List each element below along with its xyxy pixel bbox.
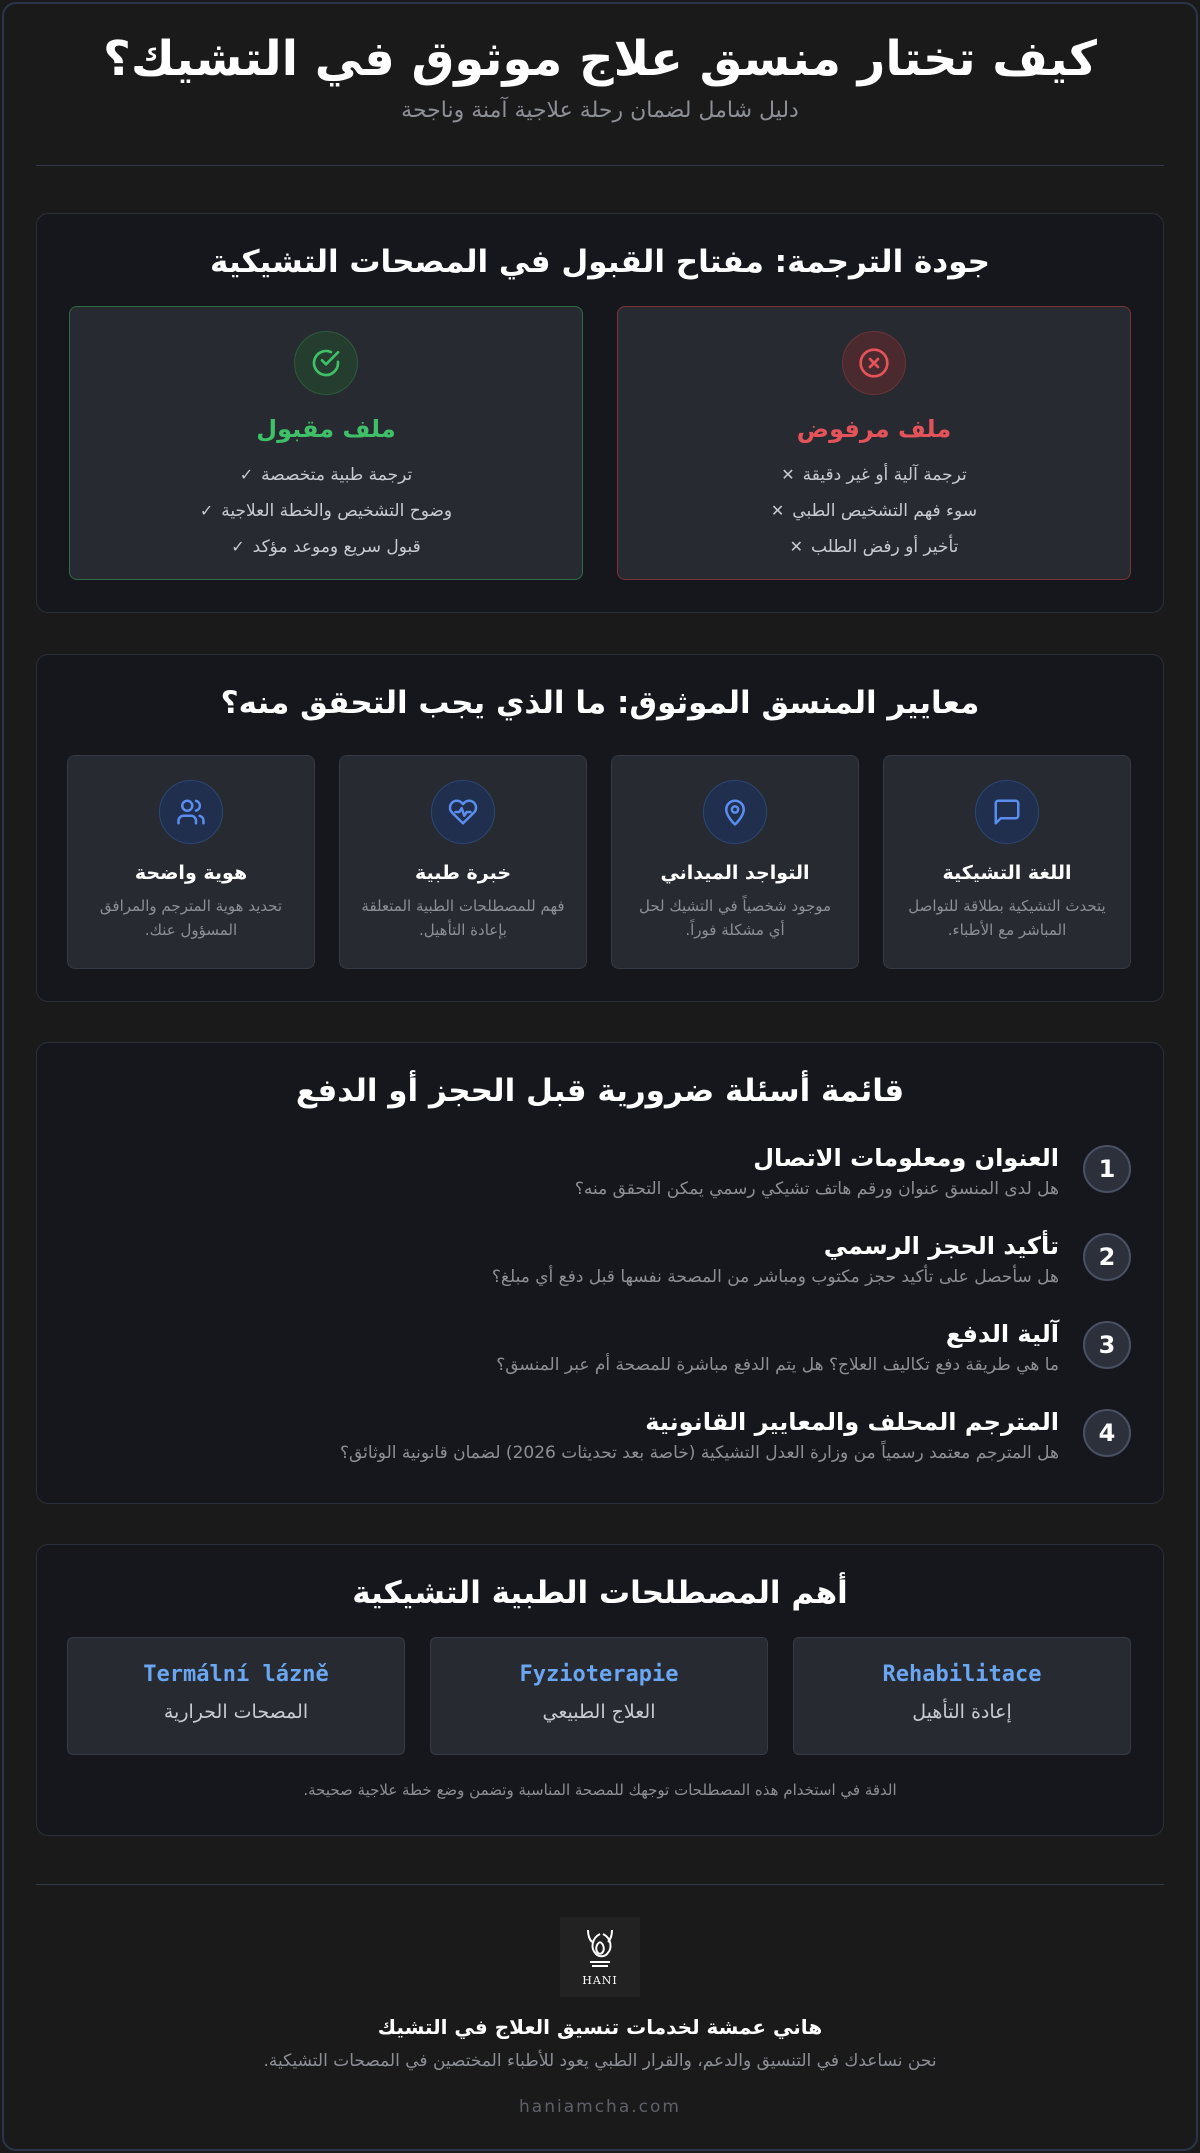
question-title: المترجم المحلف والمعايير القانونية bbox=[645, 1408, 1059, 1436]
x-mark-icon: ✕ bbox=[781, 465, 795, 484]
criteria-title: اللغة التشيكية bbox=[942, 862, 1072, 884]
questions-section bbox=[36, 1042, 1164, 1504]
criteria-title: هوية واضحة bbox=[134, 862, 248, 884]
criteria-title: التواجد الميداني bbox=[660, 862, 810, 884]
term-meaning: المصحات الحرارية bbox=[163, 1701, 309, 1723]
logo-name: HANI bbox=[582, 1973, 618, 1987]
check-mark-icon: ✓ bbox=[199, 501, 214, 520]
rejected-file-list bbox=[618, 457, 1130, 565]
term-card bbox=[793, 1637, 1131, 1755]
question-desc: هل المترجم معتمد رسمياً من وزارة العدل التشيكية (خاصة بعد تحديثات 2026) لضمان قانونية الوثائق؟ bbox=[339, 1443, 1059, 1463]
x-mark-icon: ✕ bbox=[770, 501, 785, 520]
list-item: سوء فهم التشخيص الطبي✕ bbox=[618, 493, 1130, 529]
list-item: قبول سريع وموعد مؤكد✓ bbox=[70, 529, 582, 565]
page-subtitle: دليل شامل لضمان رحلة علاجية آمنة وناجحة bbox=[401, 98, 799, 123]
terms-section bbox=[36, 1544, 1164, 1836]
heart-pulse-icon bbox=[431, 780, 495, 844]
term-card bbox=[430, 1637, 768, 1755]
check-circle-icon bbox=[294, 331, 358, 395]
accepted-file-title: ملف مقبول bbox=[256, 415, 396, 443]
term-czech: Fyzioterapie bbox=[519, 1662, 679, 1687]
question-item bbox=[69, 1143, 1131, 1213]
question-title: تأكيد الحجز الرسمي bbox=[823, 1232, 1059, 1260]
rejected-file-card bbox=[617, 306, 1131, 580]
check-mark-icon: ✓ bbox=[231, 537, 245, 556]
question-title: العنوان ومعلومات الاتصال bbox=[753, 1144, 1059, 1172]
users-icon bbox=[159, 780, 223, 844]
criteria-desc: موجود شخصياً في التشيك لحل أي مشكلة فوراً. bbox=[638, 897, 831, 939]
question-item bbox=[69, 1231, 1131, 1301]
question-desc: ما هي طريقة دفع تكاليف العلاج؟ هل يتم الدفع مباشرة للمصحة أم عبر المنسق؟ bbox=[496, 1355, 1059, 1375]
page-title: كيف تختار منسق علاج موثوق في التشيك؟ bbox=[103, 31, 1097, 87]
question-number: 3 bbox=[1083, 1321, 1131, 1369]
questions-section-title: قائمة أسئلة ضرورية قبل الحجز أو الدفع bbox=[295, 1073, 905, 1109]
criteria-card-language bbox=[883, 755, 1131, 969]
terms-section-title: أهم المصطلحات الطبية التشيكية bbox=[352, 1575, 848, 1611]
footer-desc: نحن نساعدك في التنسيق والدعم، والقرار الطبي يعود للأطباء المختصين في المصحات التشيكية. bbox=[263, 2051, 937, 2071]
term-czech: Rehabilitace bbox=[882, 1662, 1042, 1687]
logo-emblem-icon bbox=[580, 1928, 620, 1974]
question-item bbox=[69, 1319, 1131, 1389]
list-item: ترجمة طبية متخصصة✓ bbox=[70, 457, 582, 493]
question-desc: هل لدى المنسق عنوان ورقم هاتف تشيكي رسمي يمكن التحقق منه؟ bbox=[574, 1179, 1059, 1199]
list-item: تأخير أو رفض الطلب✕ bbox=[618, 529, 1130, 565]
x-mark-icon: ✕ bbox=[789, 537, 803, 556]
x-circle-icon bbox=[842, 331, 906, 395]
translation-quality-section bbox=[36, 213, 1164, 613]
term-card bbox=[67, 1637, 405, 1755]
brand-logo bbox=[560, 1917, 640, 1997]
criteria-desc: يتحدث التشيكية بطلاقة للتواصل المباشر مع الأطباء. bbox=[908, 897, 1106, 939]
criteria-card-presence bbox=[611, 755, 859, 969]
criteria-section bbox=[36, 654, 1164, 1002]
criteria-section-title: معايير المنسق الموثوق: ما الذي يجب التحقق منه؟ bbox=[220, 685, 980, 721]
question-number: 1 bbox=[1083, 1145, 1131, 1193]
question-item bbox=[69, 1407, 1131, 1477]
criteria-desc: فهم للمصطلحات الطبية المتعلقة بإعادة التأهيل. bbox=[361, 897, 565, 939]
page-header bbox=[36, 0, 1164, 166]
question-number: 2 bbox=[1083, 1233, 1131, 1281]
translation-section-title: جودة الترجمة: مفتاح القبول في المصحات التشيكية bbox=[210, 244, 990, 280]
check-mark-icon: ✓ bbox=[239, 465, 254, 484]
list-item: ترجمة آلية أو غير دقيقة✕ bbox=[618, 457, 1130, 493]
accepted-file-card bbox=[69, 306, 583, 580]
term-meaning: العلاج الطبيعي bbox=[542, 1701, 656, 1723]
footer-title: هاني عمشة لخدمات تنسيق العلاج في التشيك bbox=[377, 2015, 823, 2039]
criteria-card-medical bbox=[339, 755, 587, 969]
website-link[interactable]: haniamcha.com bbox=[519, 2097, 681, 2117]
accepted-file-list bbox=[70, 457, 582, 565]
term-czech: Termální lázně bbox=[143, 1662, 329, 1687]
rejected-file-title: ملف مرفوض bbox=[796, 415, 952, 443]
criteria-title: خبرة طبية bbox=[414, 862, 512, 884]
criteria-desc: تحديد هوية المترجم والمرافق المسؤول عنك. bbox=[99, 897, 283, 939]
page-footer bbox=[36, 1884, 1164, 2117]
question-title: آلية الدفع bbox=[945, 1320, 1059, 1348]
location-pin-icon bbox=[703, 780, 767, 844]
term-meaning: إعادة التأهيل bbox=[912, 1701, 1012, 1723]
chat-icon bbox=[975, 780, 1039, 844]
list-item: وضوح التشخيص والخطة العلاجية✓ bbox=[70, 493, 582, 529]
terms-note: الدقة في استخدام هذه المصطلحات توجهك للمصحة المناسبة وتضمن وضع خطة علاجية صحيحة. bbox=[303, 1781, 897, 1799]
question-number: 4 bbox=[1083, 1409, 1131, 1457]
question-desc: هل سأحصل على تأكيد حجز مكتوب ومباشر من المصحة نفسها قبل دفع أي مبلغ؟ bbox=[491, 1267, 1059, 1287]
criteria-card-identity bbox=[67, 755, 315, 969]
